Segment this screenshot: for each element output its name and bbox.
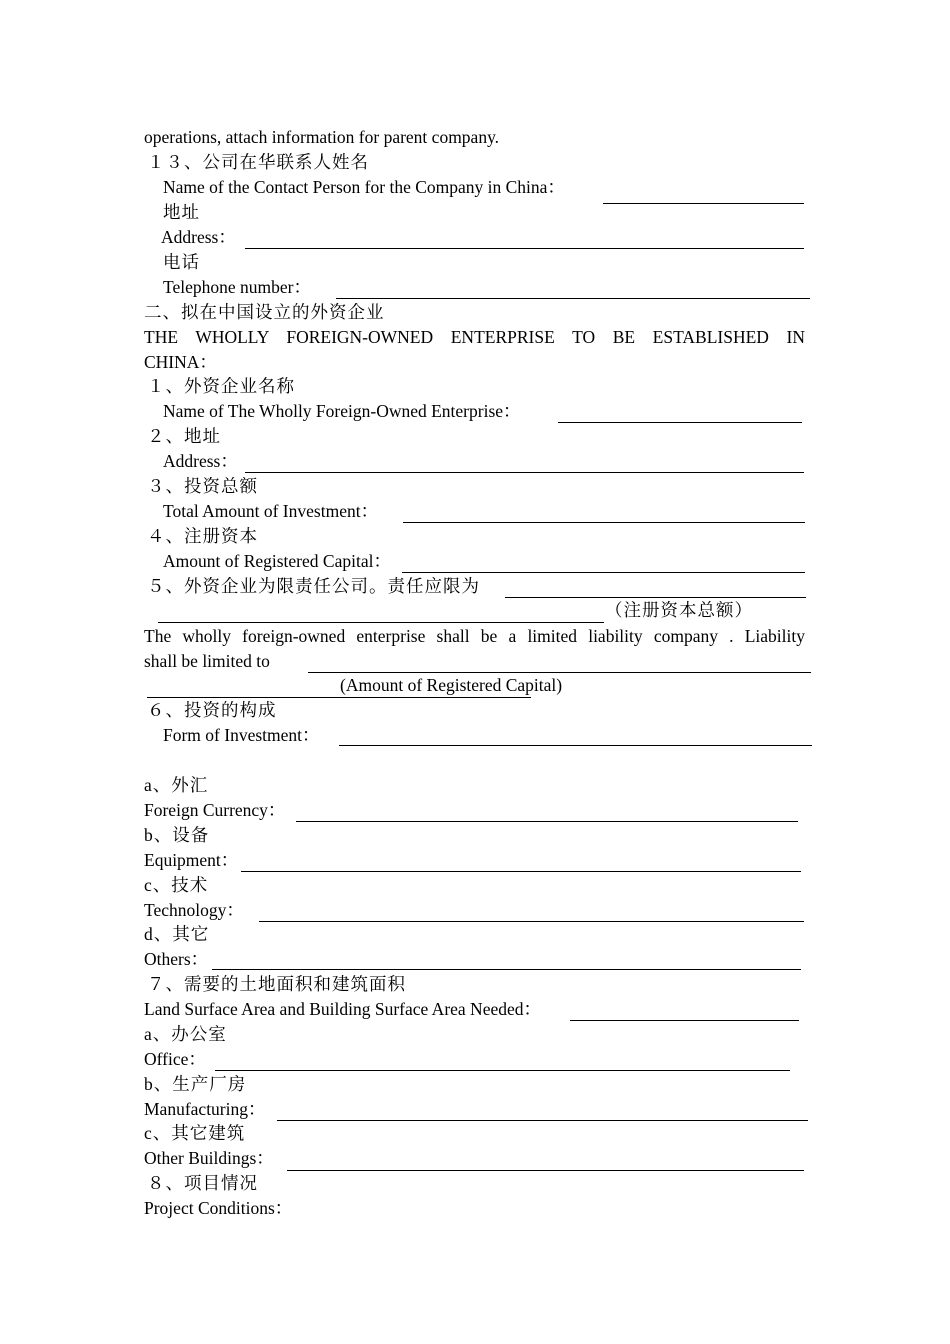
item5-heading-cn: ５、外资企业为限责任公司。责任应限为 — [147, 576, 480, 596]
land-area-label: Land Surface Area and Building Surface Area Needed： — [144, 999, 541, 1019]
contact-phone-field[interactable] — [336, 298, 810, 299]
contact-phone-label: Telephone number： — [163, 277, 311, 297]
other-buildings-field[interactable] — [287, 1170, 804, 1171]
item1-heading-cn: １、外资企业名称 — [147, 376, 295, 396]
total-investment-field[interactable] — [403, 522, 805, 523]
other-buildings-label: Other Buildings： — [144, 1148, 274, 1168]
item13-heading-cn: １３、公司在华联系人姓名 — [147, 152, 369, 172]
technology-field[interactable] — [259, 921, 804, 922]
contact-address-field[interactable] — [245, 248, 804, 249]
contact-name-field[interactable] — [603, 203, 804, 204]
other-buildings-label-cn: c、其它建筑 — [144, 1123, 246, 1143]
project-conditions-label: Project Conditions： — [144, 1198, 293, 1218]
registered-capital-label: Amount of Registered Capital： — [163, 551, 391, 571]
item7-heading-cn: ７、需要的土地面积和建筑面积 — [147, 974, 406, 994]
contact-name-label: Name of the Contact Person for the Company in China： — [163, 177, 565, 197]
office-field[interactable] — [215, 1070, 790, 1071]
foreign-currency-label-cn: a、外汇 — [144, 775, 209, 795]
registered-capital-field[interactable] — [402, 572, 805, 573]
office-label: Office： — [144, 1049, 206, 1069]
manufacturing-label-cn: b、生产厂房 — [144, 1074, 247, 1094]
item2-heading-cn: ２、地址 — [147, 426, 221, 446]
enterprise-name-field[interactable] — [558, 422, 802, 423]
enterprise-name-label: Name of The Wholly Foreign-Owned Enterprise： — [163, 401, 521, 421]
total-investment-label: Total Amount of Investment： — [163, 501, 379, 521]
section2-heading-en: THE WHOLLY FOREIGN-OWNED ENTERPRISE TO BE ESTABLISHED IN — [144, 327, 805, 347]
section2-heading-cn: 二、拟在中国设立的外资企业 — [144, 302, 385, 322]
enterprise-address-field[interactable] — [245, 472, 804, 473]
contact-address-label-cn: 地址 — [163, 202, 200, 222]
others-label: Others： — [144, 949, 209, 969]
intro-continuation: operations, attach information for parent company. — [144, 127, 500, 147]
enterprise-address-label: Address： — [163, 451, 238, 471]
manufacturing-field[interactable] — [277, 1120, 808, 1121]
office-label-cn: a、办公室 — [144, 1024, 227, 1044]
form-of-investment-label: Form of Investment： — [163, 725, 320, 745]
liability-text-en: The wholly foreign-owned enterprise shall be a limited liability company . Liability — [144, 626, 805, 646]
section2-heading-en-cont: CHINA： — [144, 352, 217, 372]
technology-label: Technology： — [144, 900, 244, 920]
equipment-label: Equipment： — [144, 850, 239, 870]
liability-note-cn: （注册资本总额） — [605, 600, 753, 620]
others-field[interactable] — [212, 969, 801, 970]
equipment-field[interactable] — [241, 871, 801, 872]
item3-heading-cn: ３、投资总额 — [147, 476, 258, 496]
liability-text-en-cont: shall be limited to — [144, 651, 270, 671]
form-of-investment-field[interactable] — [339, 745, 812, 746]
contact-address-label: Address： — [161, 227, 236, 247]
liability-limit-field-cn-cont[interactable] — [158, 622, 604, 623]
contact-phone-label-cn: 电话 — [163, 252, 200, 272]
foreign-currency-field[interactable] — [296, 821, 798, 822]
others-label-cn: d、其它 — [144, 924, 210, 944]
manufacturing-label: Manufacturing： — [144, 1099, 266, 1119]
item6-heading-cn: ６、投资的构成 — [147, 700, 277, 720]
item8-heading-cn: ８、项目情况 — [147, 1173, 258, 1193]
foreign-currency-label: Foreign Currency： — [144, 800, 286, 820]
item4-heading-cn: ４、注册资本 — [147, 526, 258, 546]
equipment-label-cn: b、设备 — [144, 825, 210, 845]
liability-note-en: (Amount of Registered Capital) — [340, 675, 563, 695]
technology-label-cn: c、技术 — [144, 875, 209, 895]
land-area-field[interactable] — [570, 1020, 799, 1021]
